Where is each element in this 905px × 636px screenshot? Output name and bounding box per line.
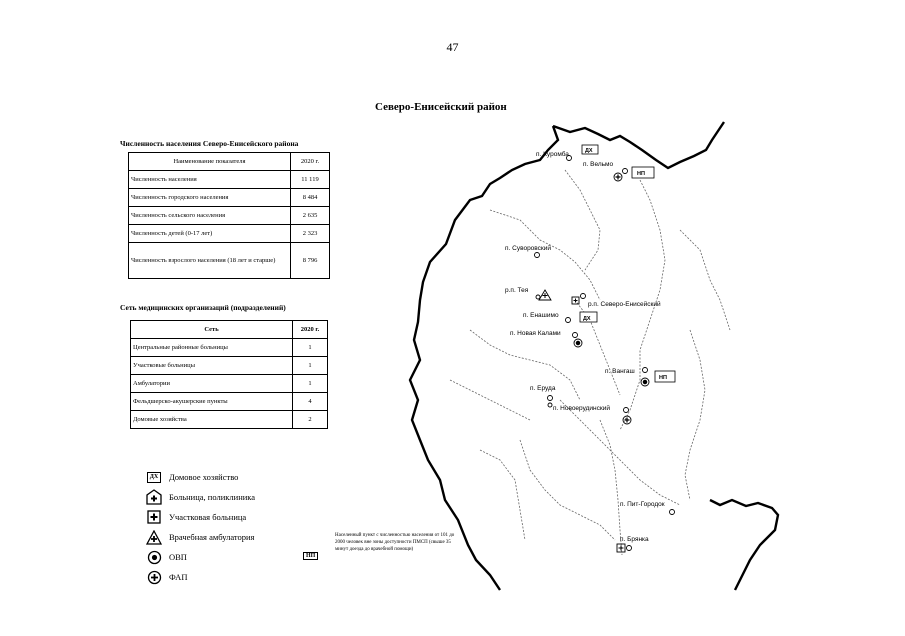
header-year: 2020 г. (293, 321, 328, 339)
settlement-dot (624, 408, 629, 413)
settlement-dot (581, 294, 586, 299)
dx-box-icon: ДХ (585, 148, 593, 154)
row-value: 2 323 (291, 225, 330, 243)
row-label: Фельдшерско-акушерские пункты (131, 393, 293, 411)
settlement-dot (535, 253, 540, 258)
settlement-label: п. Пит-Городок (620, 501, 665, 508)
row-value: 11 119 (291, 171, 330, 189)
settlement-dot (670, 510, 675, 515)
ovp-icon (574, 339, 582, 347)
row-label: Численность детей (0-17 лет) (129, 225, 291, 243)
settlement-label: п. Новоерудинский (553, 405, 610, 412)
settlement-label: п. Новая Калами (510, 330, 561, 337)
row-label: Амбулатории (131, 375, 293, 393)
settlement-label: п. Вангаш (605, 368, 635, 375)
district-border (410, 122, 778, 590)
row-value: 8 484 (291, 189, 330, 207)
map-title: Северо-Енисейский район (375, 101, 507, 113)
settlement-dot (567, 156, 572, 161)
npu-box-icon: НП (303, 544, 318, 562)
npu-box-icon: НП (659, 375, 667, 381)
dx-box-icon: ДХ (142, 472, 166, 483)
settlement-dot (627, 546, 632, 551)
settlement-label: р.п. Тея (505, 287, 529, 294)
population-table-title: Численность населения Северо-Енисейского района (120, 139, 299, 148)
legend-label: ФАП (169, 572, 188, 582)
row-value: 2 635 (291, 207, 330, 225)
settlement-dot (573, 333, 578, 338)
fap-icon (614, 173, 622, 181)
settlement-dot (536, 295, 540, 299)
legend-label: ОВП (169, 552, 187, 562)
medical-table-title: Сеть медицинских организаций (подразделений) (120, 303, 286, 312)
row-label: Домовые хозяйства (131, 411, 293, 429)
page-number: 47 (446, 40, 459, 54)
settlement-labels (505, 150, 665, 543)
settlement-dot (548, 403, 552, 407)
settlement-dot (643, 368, 648, 373)
row-label: Численность населения (129, 171, 291, 189)
npu-box-icon: НП (637, 171, 645, 177)
row-value: 4 (293, 393, 328, 411)
legend-label: Домовое хозяйство (169, 472, 239, 482)
row-value: 1 (293, 339, 328, 357)
row-label: Участковые больницы (131, 357, 293, 375)
settlement-dot (623, 169, 628, 174)
settlement-label: п. Куромба (536, 151, 569, 158)
header-indicator: Наименование показателя (129, 153, 291, 171)
legend-label: Больница, поликлиника (169, 492, 256, 502)
header-network: Сеть (131, 321, 293, 339)
settlement-label: р.п. Северо-Енисейский (588, 301, 661, 308)
legend-label: Участковая больница (169, 512, 247, 522)
row-label: Центральные районные больницы (131, 339, 293, 357)
npu-note: Населенный пункт с численностью населения от 101 до 2000 человек вне зоны доступности ПМСП (свыше 35 минут доезда до врачебной помощи) (335, 533, 455, 552)
settlement-label: п. Суворовский (505, 245, 552, 252)
row-label: Численность городского населения (129, 189, 291, 207)
legend-label: Врачебная амбулатория (169, 532, 255, 542)
map-tags (580, 145, 675, 382)
row-label: Численность взрослого населения (18 лет и старше) (129, 243, 291, 279)
settlement-label: п. Вельмо (583, 161, 614, 168)
river-lines (450, 170, 730, 555)
row-label: Численность сельского населения (129, 207, 291, 225)
row-value: 8 796 (291, 243, 330, 279)
settlement-dot (566, 318, 571, 323)
district-hospital-icon (572, 297, 579, 304)
settlement-label: п. Брянка (620, 536, 649, 543)
settlement-dot (548, 396, 553, 401)
ambulatory-icon (539, 290, 551, 300)
header-year: 2020 г. (291, 153, 330, 171)
row-value: 1 (293, 375, 328, 393)
dx-box-icon: ДХ (583, 316, 591, 322)
ovp-icon (641, 378, 649, 386)
settlement-label: п. Енашимо (523, 312, 559, 319)
settlement-label: п. Ерудa (530, 385, 556, 392)
row-value: 2 (293, 411, 328, 429)
map-markers (535, 156, 675, 553)
row-value: 1 (293, 357, 328, 375)
fap-icon (623, 416, 631, 424)
